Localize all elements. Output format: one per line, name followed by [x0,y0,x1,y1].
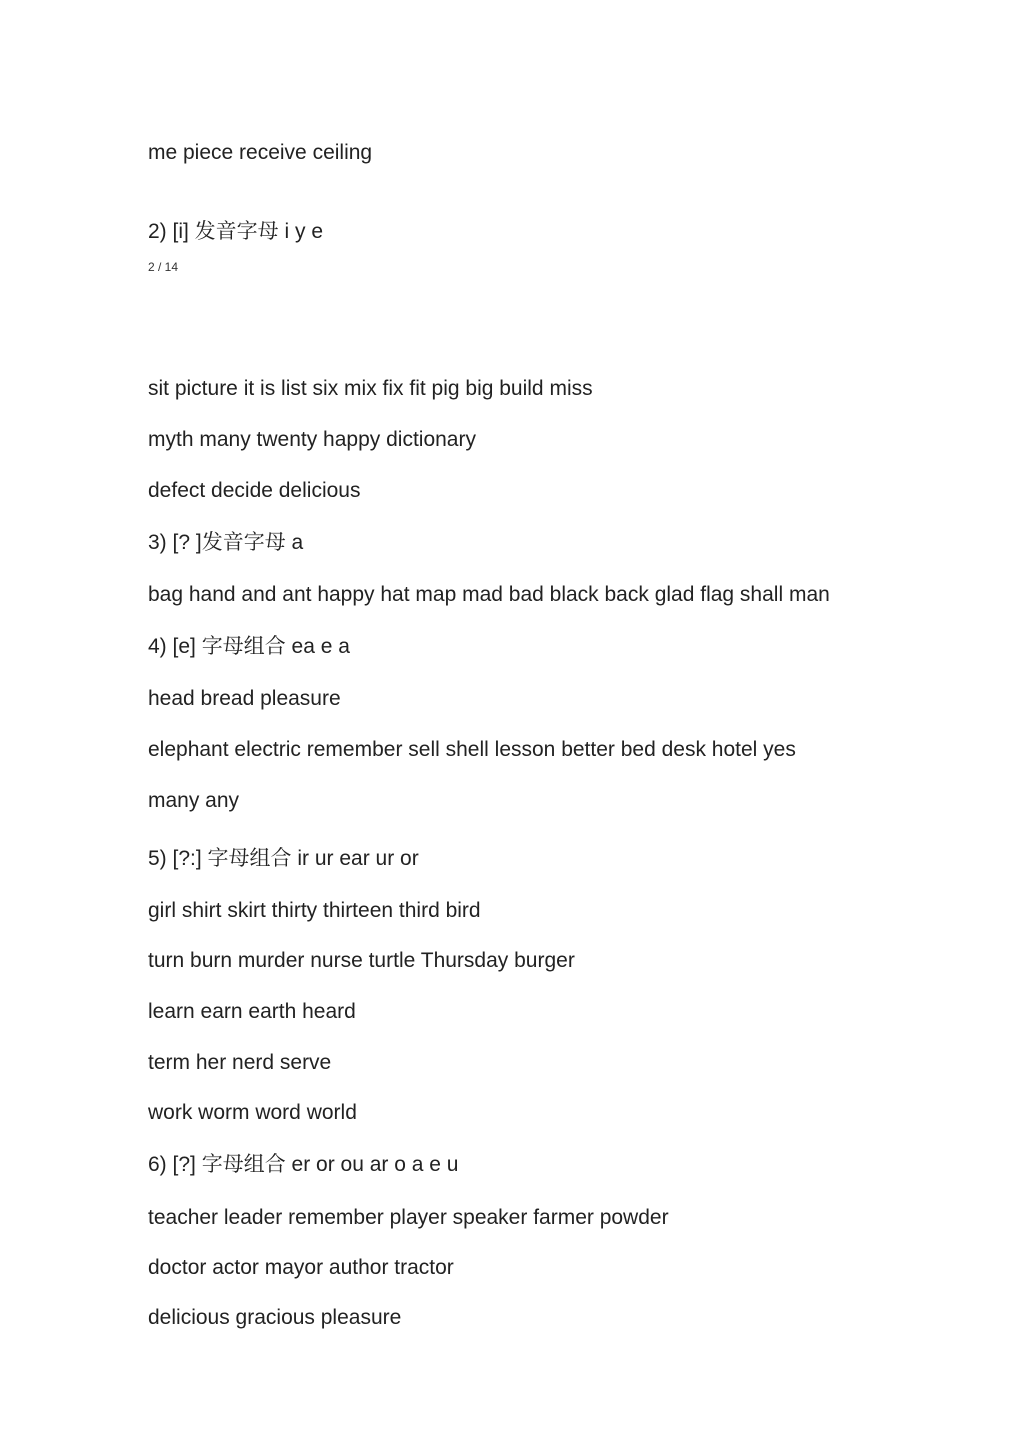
text-line: work worm word world [148,1101,357,1124]
section-heading: 4) [e] 字母组合 ea e a [148,635,350,658]
text-line: bag hand and ant happy hat map mad bad black back glad flag shall man [148,583,830,606]
text-line: teacher leader remember player speaker farmer powder [148,1206,669,1229]
text-line: delicious gracious pleasure [148,1306,402,1329]
text-line: head bread pleasure [148,687,341,710]
text-line: many any [148,789,240,812]
section-heading: 3) [? ]发音字母 a [148,531,304,554]
section-heading: 6) [?] 字母组合 er or ou ar o a e u [148,1153,459,1176]
text-line: girl shirt skirt thirty thirteen third bird [148,899,481,922]
section-heading: 5) [?:] 字母组合 ir ur ear ur or [148,847,419,870]
text-line: term her nerd serve [148,1051,332,1074]
text-line: myth many twenty happy dictionary [148,428,476,451]
text-line: elephant electric remember sell shell lesson better bed desk hotel yes [148,738,796,761]
text-line: turn burn murder nurse turtle Thursday burger [148,949,575,972]
text-line: doctor actor mayor author tractor [148,1256,454,1279]
text-line: sit picture it is list six mix fix fit pig big build miss [148,377,593,400]
text-line: learn earn earth heard [148,1000,356,1023]
text-line: defect decide delicious [148,479,361,502]
section-heading: 2) [i] 发音字母 i y e [148,220,324,243]
text-line: me piece receive ceiling [148,141,373,164]
page-number: 2 / 14 [148,260,179,274]
